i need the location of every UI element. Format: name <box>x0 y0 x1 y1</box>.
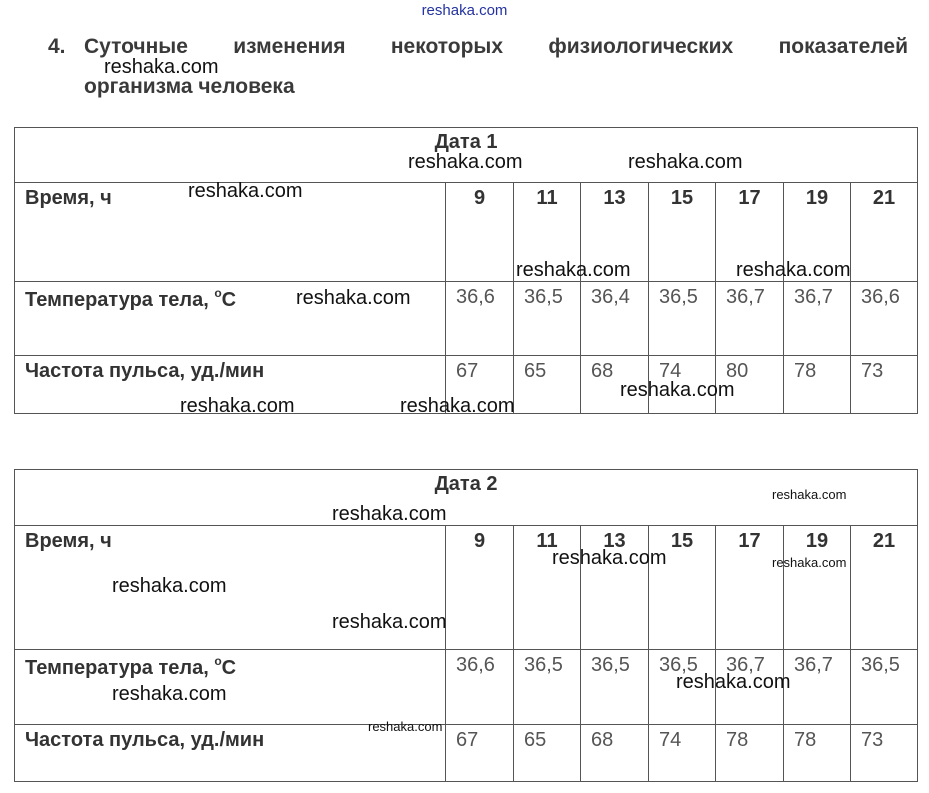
temperature-cell: 36,5 <box>649 650 716 725</box>
heading-word: некоторых <box>390 35 504 58</box>
pulse-row <box>15 725 918 782</box>
time-cell: 9 <box>446 183 514 282</box>
temperature-label-text: Температура тела, <box>25 289 215 311</box>
watermark: reshaka.com <box>676 671 791 693</box>
pulse-cell: 78 <box>784 725 851 782</box>
watermark: reshaka.com <box>296 287 411 309</box>
watermark: reshaka.com <box>112 683 227 705</box>
pulse-cell: 68 <box>581 356 649 414</box>
temperature-label <box>15 650 446 725</box>
pulse-cell: 73 <box>851 725 918 782</box>
temperature-cell: 36,7 <box>784 282 851 356</box>
degree-sign: o <box>214 654 222 668</box>
watermark: reshaka.com <box>628 151 743 173</box>
watermark: reshaka.com <box>552 547 667 569</box>
watermark: reshaka.com <box>368 719 443 734</box>
temperature-cell: 36,5 <box>514 650 581 725</box>
watermark: reshaka.com <box>620 379 735 401</box>
temperature-cell: 36,7 <box>784 650 851 725</box>
pulse-cell: 74 <box>649 725 716 782</box>
top-watermark: reshaka.com <box>421 2 508 19</box>
time-cell: 17 <box>716 183 784 282</box>
pulse-cell: 80 <box>716 356 784 414</box>
watermark: reshaka.com <box>408 151 523 173</box>
temperature-cell: 36,5 <box>649 282 716 356</box>
date-label: Дата 2 <box>15 470 918 526</box>
watermark: reshaka.com <box>332 503 447 525</box>
time-label: Время, ч <box>15 526 446 650</box>
temperature-cell: 36,7 <box>716 650 784 725</box>
heading-word: показателей <box>778 35 908 58</box>
watermark: reshaka.com <box>180 395 295 417</box>
watermark: reshaka.com <box>736 259 851 281</box>
time-cell: 15 <box>649 183 716 282</box>
watermark: reshaka.com <box>332 611 447 633</box>
temperature-row <box>15 282 918 356</box>
heading-line-2: организма человека <box>84 75 295 98</box>
date-label: Дата 1 <box>15 128 918 183</box>
watermark: reshaka.com <box>772 487 847 502</box>
heading-word: Суточные <box>84 35 188 58</box>
temperature-cell: 36,5 <box>851 650 918 725</box>
heading-word: изменения <box>233 35 346 58</box>
pulse-cell: 67 <box>446 356 514 414</box>
pulse-label: Частота пульса, уд./мин <box>15 356 446 414</box>
pulse-cell: 65 <box>514 725 581 782</box>
time-cell: 13 <box>581 183 649 282</box>
watermark: reshaka.com <box>188 180 303 202</box>
temperature-cell: 36,5 <box>581 650 649 725</box>
time-cell: 21 <box>851 183 918 282</box>
pulse-cell: 68 <box>581 725 649 782</box>
time-label: Время, ч <box>15 183 446 282</box>
temperature-unit: C <box>221 289 237 311</box>
time-cell: 19 <box>784 183 851 282</box>
time-cell: 19 <box>784 526 851 650</box>
degree-sign: o <box>214 286 222 300</box>
time-cell: 21 <box>851 526 918 650</box>
watermark: reshaka.com <box>772 555 847 570</box>
temperature-cell: 36,5 <box>514 282 581 356</box>
time-cell: 13 <box>581 526 649 650</box>
pulse-cell: 78 <box>716 725 784 782</box>
time-cell: 11 <box>514 183 581 282</box>
watermark: reshaka.com <box>516 259 631 281</box>
time-cell: 9 <box>446 526 514 650</box>
watermark: reshaka.com <box>104 56 219 78</box>
temperature-cell: 36,7 <box>716 282 784 356</box>
time-cell: 15 <box>649 526 716 650</box>
temperature-cell: 36,4 <box>581 282 649 356</box>
heading-word: физиологических <box>548 35 734 58</box>
temperature-cell: 36,6 <box>446 282 514 356</box>
temperature-unit: C <box>221 657 237 679</box>
watermark: reshaka.com <box>112 575 227 597</box>
watermark: reshaka.com <box>400 395 515 417</box>
task-number: 4. <box>48 35 66 58</box>
pulse-cell: 74 <box>649 356 716 414</box>
temperature-cell: 36,6 <box>446 650 514 725</box>
data-table-date-2 <box>14 469 918 782</box>
pulse-label: Частота пульса, уд./мин <box>15 725 446 782</box>
pulse-cell: 67 <box>446 725 514 782</box>
time-cell: 11 <box>514 526 581 650</box>
pulse-cell: 65 <box>514 356 581 414</box>
temperature-label-text: Температура тела, <box>25 657 215 679</box>
time-cell: 17 <box>716 526 784 650</box>
pulse-cell: 73 <box>851 356 918 414</box>
pulse-cell: 78 <box>784 356 851 414</box>
temperature-cell: 36,6 <box>851 282 918 356</box>
